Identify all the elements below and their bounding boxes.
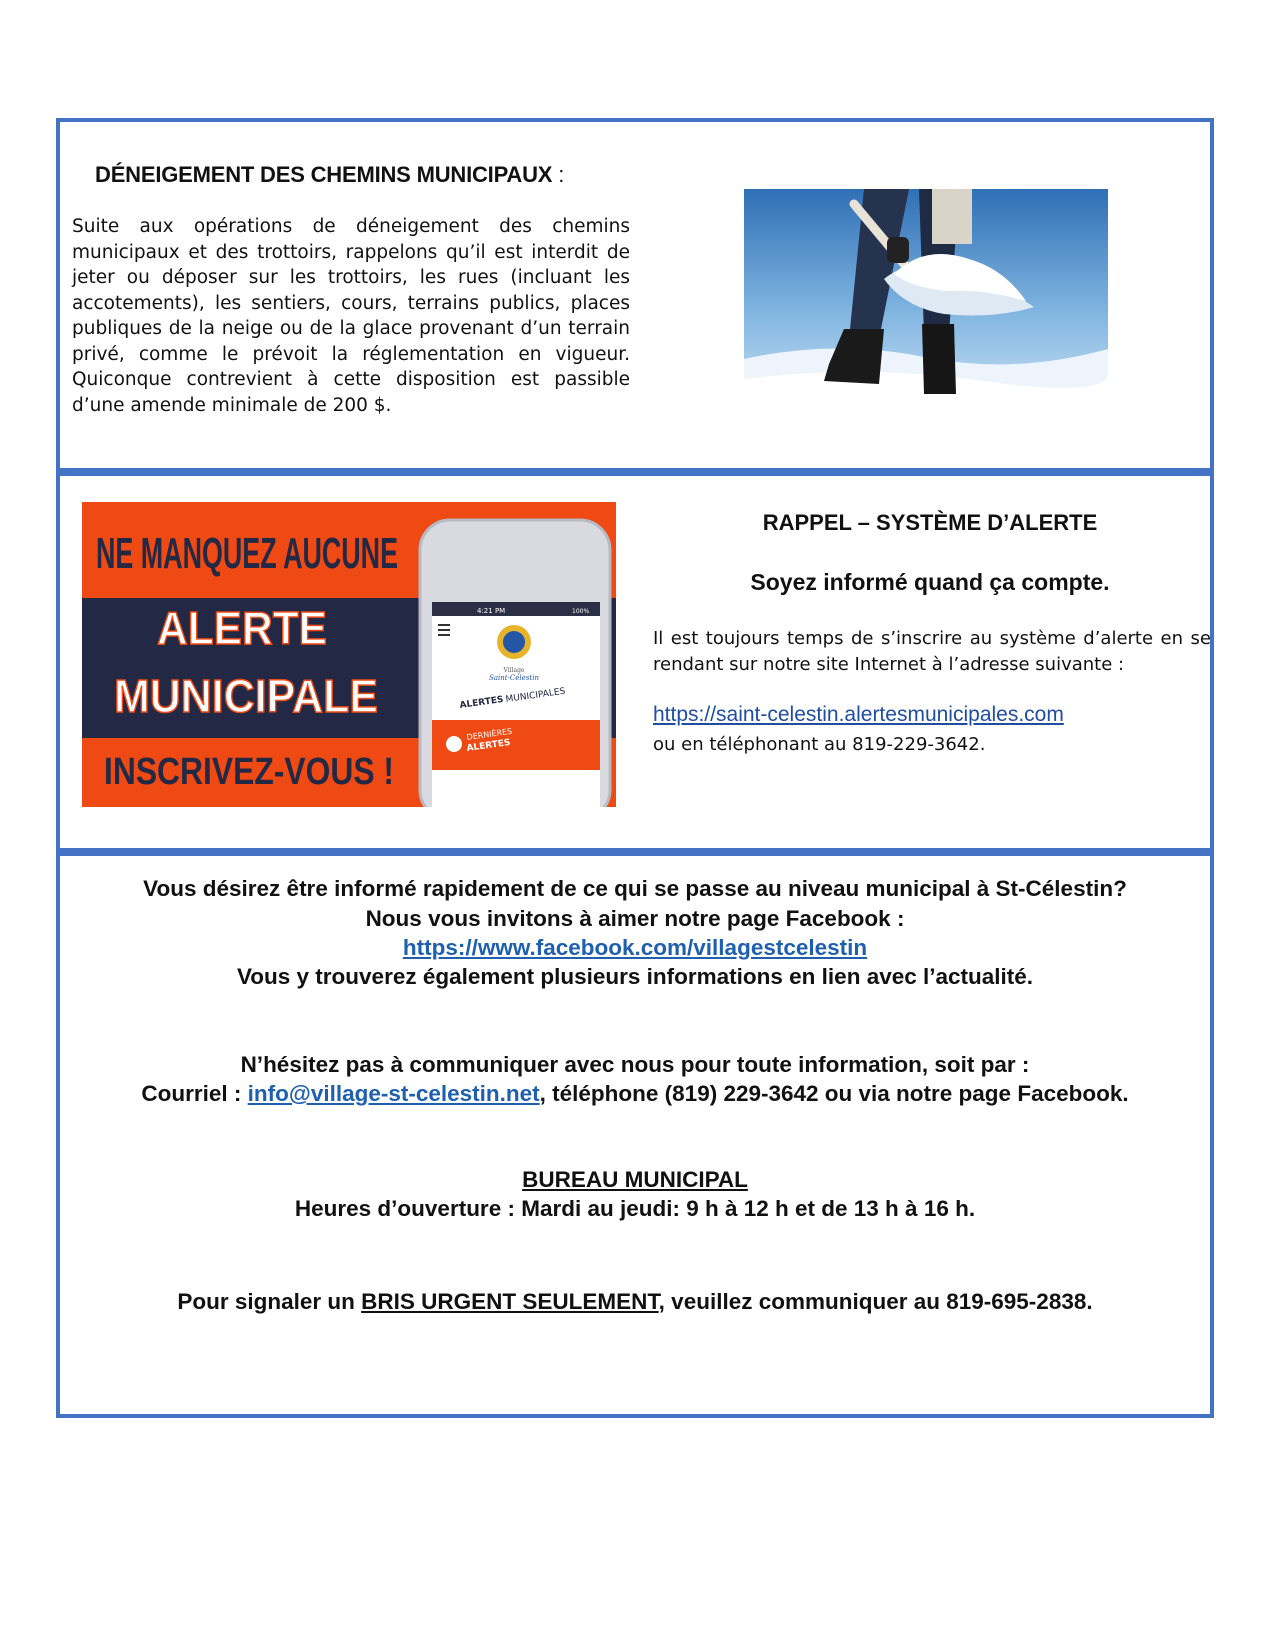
village-logo-icon: [497, 625, 531, 659]
banner-line3: MUNICIPALE: [114, 670, 378, 722]
urgent-suffix: , veuillez communiquer au 819-695-2838.: [658, 1289, 1093, 1314]
urgent-notice: [60, 1289, 1210, 1315]
phone-logo-line1: Village: [503, 667, 525, 674]
phone-battery: 100%: [572, 608, 590, 615]
phone-brand-light: MUNICIPALES: [505, 686, 566, 705]
snow-removal-title: [95, 162, 564, 188]
urgent-emphasis: BRIS URGENT SEULEMENT: [361, 1289, 659, 1314]
facebook-link-row: [60, 935, 1210, 961]
banner-line4: INSCRIVEZ-VOUS !: [104, 751, 394, 793]
office-hours: Heures d’ouverture : Mardi au jeudi: 9 h à 12 h et de 13 h à 16 h.: [294, 1196, 976, 1221]
banner-line1: NE MANQUEZ AUCUNE: [96, 529, 398, 578]
facebook-note: Vous y trouverez également plusieurs informations en lien avec l’actualité.: [236, 964, 1034, 989]
alert-phone-text: ou en téléphonant au 819-229-3642.: [653, 734, 986, 755]
snow-shoveling-photo: [744, 189, 1108, 409]
phone-menu-icon: [438, 624, 450, 636]
facebook-intro: Vous désirez être informé rapidement de ce qui se passe au niveau municipal à St-Célestin?: [143, 876, 1127, 901]
phone-btn-line1: DERNIÈRES: [466, 726, 513, 742]
facebook-invite: Nous vous invitons à aimer notre page Facebook :: [365, 906, 905, 931]
contact-section: [56, 852, 1214, 1418]
phone-brand-bold: ALERTES: [459, 694, 505, 711]
alert-subtitle: Soyez informé quand ça compte.: [750, 569, 1110, 595]
facebook-link[interactable]: https://www.facebook.com/villagestcelestin: [402, 935, 868, 960]
contact-intro: N’hésitez pas à communiquer avec nous pour toute information, soit par :: [240, 1052, 1030, 1077]
urgent-prefix: Pour signaler un: [177, 1289, 362, 1314]
phone-alert-icon: [446, 736, 462, 752]
snow-removal-title-text: DÉNEIGEMENT DES CHEMINS MUNICIPAUX: [95, 162, 553, 187]
contact-details: [60, 1081, 1210, 1107]
snow-removal-title-colon: :: [552, 162, 565, 187]
contact-phone-text: , téléphone (819) 229-3642 ou via notre page Facebook.: [539, 1081, 1129, 1106]
alert-signup-link[interactable]: https://saint-celestin.alertesmunicipales.com: [653, 703, 1064, 726]
phone-btn-line2: ALERTES: [466, 737, 512, 754]
alert-title: RAPPEL – SYSTÈME D’ALERTE: [762, 510, 1098, 535]
alert-body: Il est toujours temps de s’inscrire au système d’alerte en se rendant sur notre site Internet à l’adresse suivante :: [653, 628, 1211, 675]
snow-removal-body: Suite aux opérations de déneigement des chemins municipaux et des trottoirs, rappelons qu’il est interdit de jeter ou déposer sur les trottoirs, les rues (incluant les accotements), les sentiers, cours, terrains publics, places publiques de la neige ou de la glace provenant d’un terrain privé, comme le prévoit la réglementation en vigueur. Quiconque contrevient à cette disposition est passible d’une amende minimale de 200 $.: [72, 216, 630, 416]
email-link[interactable]: info@village-st-celestin.net: [247, 1081, 540, 1106]
snow-removal-section: [56, 118, 1214, 472]
alert-section: [56, 472, 1214, 852]
phone-time: 4:21 PM: [477, 607, 506, 615]
email-label: Courriel :: [141, 1081, 248, 1106]
alert-banner-image: [82, 502, 616, 807]
banner-line2: ALERTE: [157, 602, 327, 654]
phone-logo-line2: Saint-Célestin: [489, 674, 539, 682]
office-title: BUREAU MUNICIPAL: [522, 1167, 748, 1192]
